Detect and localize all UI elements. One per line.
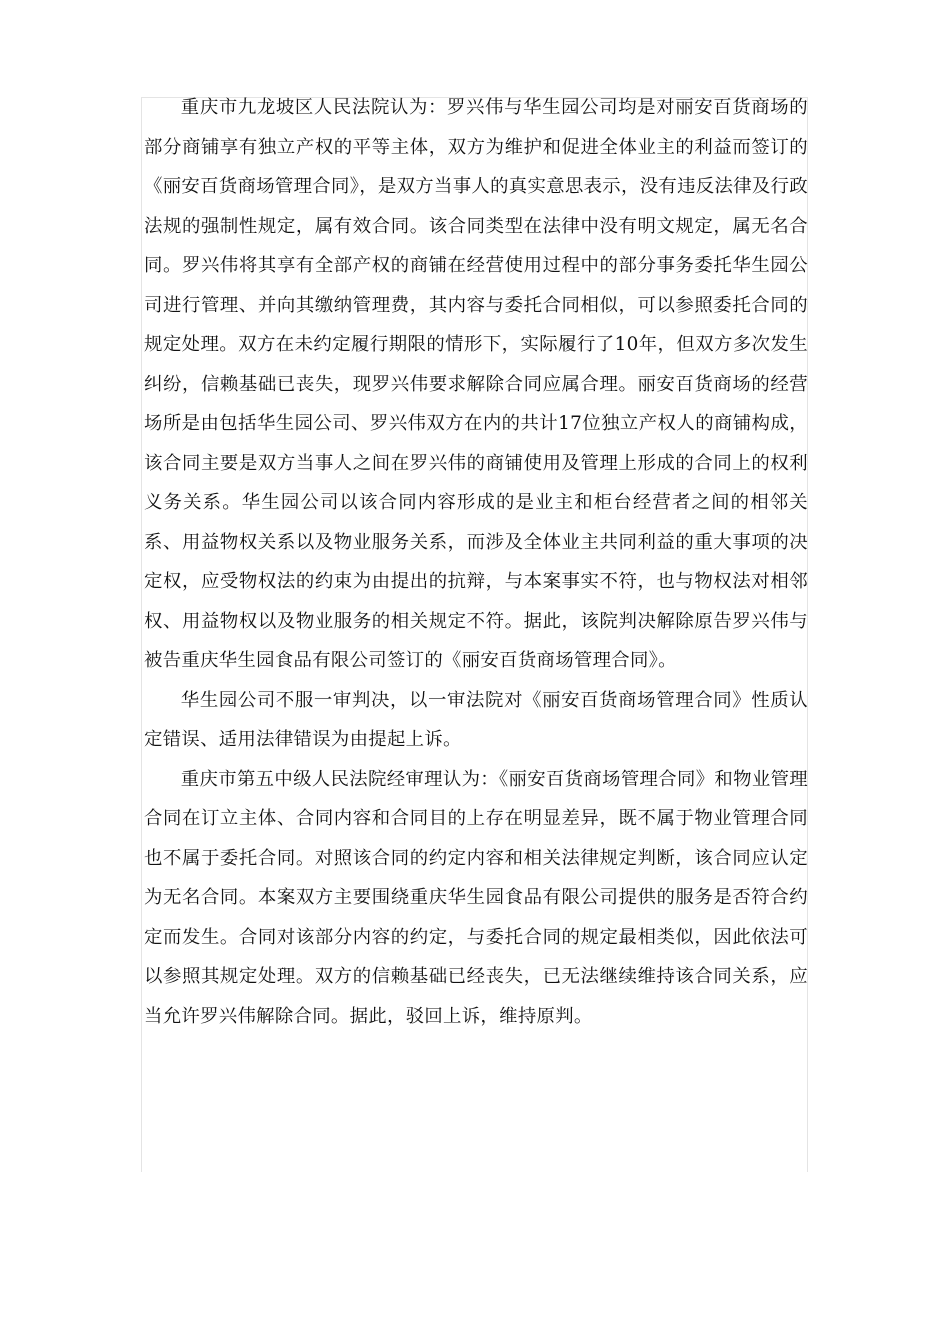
paragraph-appeal: 华生园公司不服一审判决，以一审法院对《丽安百货商场管理合同》性质认定错误、适用法律错误为由提起上诉。 bbox=[144, 689, 808, 750]
paragraph-intermediate-court-opinion: 重庆市第五中级人民法院经审理认为：《丽安百货商场管理合同》和物业管理合同在订立主体、合同内容和合同目的上存在明显差异，既不属于物业管理合同也不属于委托合同。对照该合同的约定内容和相关法律规定判断，该合同应认定为无名合同。本案双方主要围绕重庆华生园食品有限公司提供的服务是否符合约定而发生。合同对该部分内容的约定，与委托合同的规定最相类似，因此依法可以参照其规定处理。双方的信赖基础已经丧失，已无法继续维持该合同关系，应当允许罗兴伟解除合同。据此，驳回上诉，维持原判。 bbox=[144, 768, 808, 1027]
paragraph-district-court-opinion: 重庆市九龙坡区人民法院认为：罗兴伟与华生园公司均是对丽安百货商场的部分商铺享有独立产权的平等主体，双方为维护和促进全体业主的利益而签订的《丽安百货商场管理合同》，是双方当事人的真实意思表示，没有违反法律及行政法规的强制性规定，属有效合同。该合同类型在法律中没有明文规定，属无名合同。罗兴伟将其享有全部产权的商铺在经营使用过程中的部分事务委托华生园公司进行管理、并向其缴纳管理费，其内容与委托合同相似，可以参照委托合同的规定处理。双方在未约定履行期限的情形下，实际履行了10年，但双方多次发生纠纷，信赖基础已丧失，现罗兴伟要求解除合同应属合理。丽安百货商场的经营场所是由包括华生园公司、罗兴伟双方在内的共计17位独立产权人的商铺构成，该合同主要是双方当事人之间在罗兴伟的商铺使用及管理上形成的合同上的权利义务关系。华生园公司以该合同内容形成的是业主和柜台经营者之间的相邻关系、用益物权关系以及物业服务关系，而涉及全体业主共同利益的重大事项的决定权，应受物权法的约束为由提出的抗辩，与本案事实不符，也与物权法对相邻权、用益物权以及物业服务的相关规定不符。据此，该院判决解除原告罗兴伟与被告重庆华生园食品有限公司签订的《丽安百货商场管理合同》。 bbox=[144, 97, 808, 671]
document-body bbox=[144, 88, 808, 1036]
